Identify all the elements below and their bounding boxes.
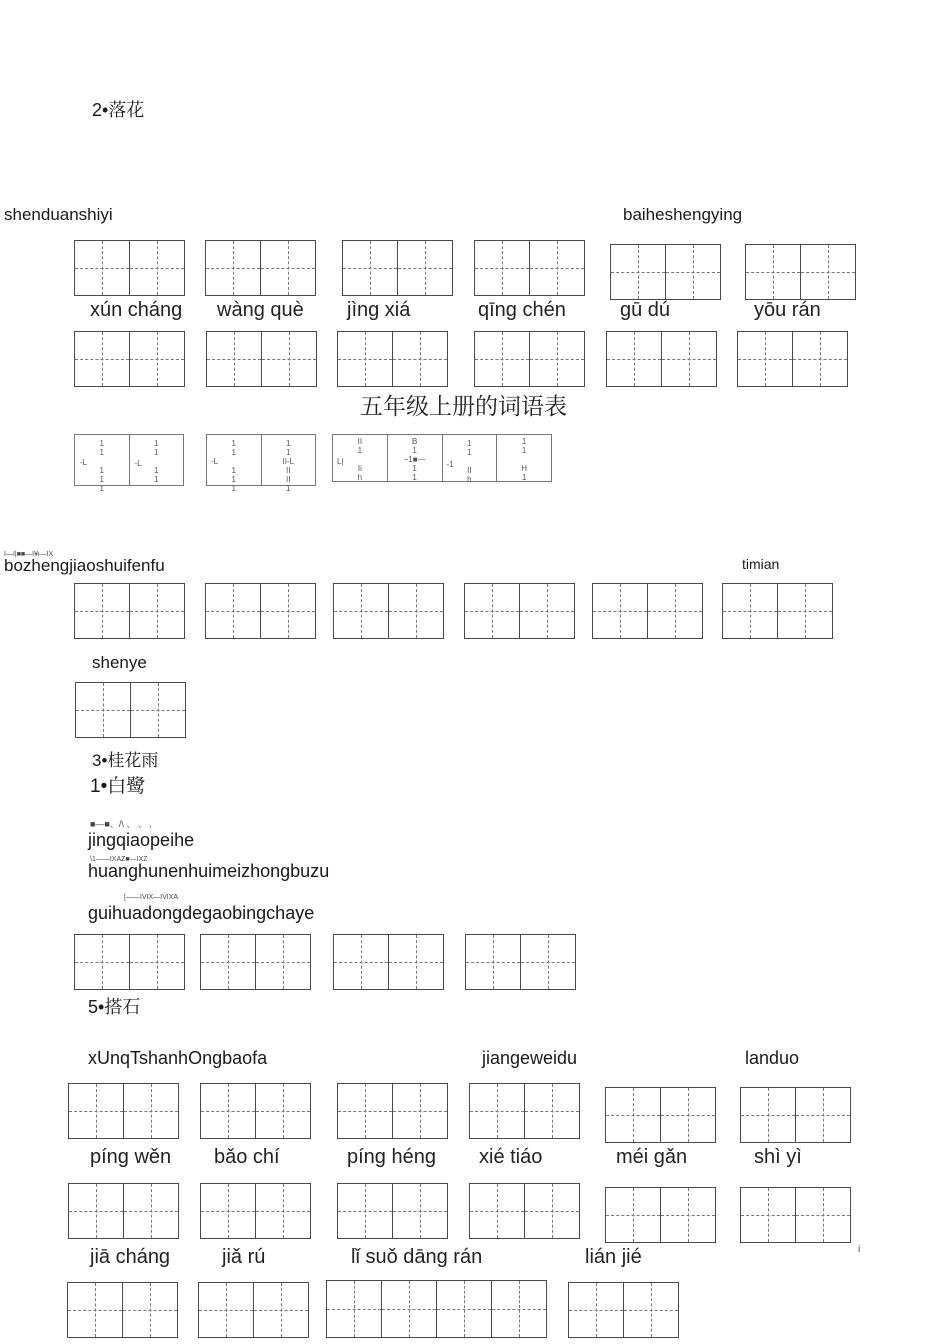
writing-box[interactable] xyxy=(74,240,185,296)
writing-box[interactable] xyxy=(68,1083,179,1139)
writing-box[interactable] xyxy=(605,1187,716,1243)
pinyin-label: jiǎ rú xyxy=(222,1246,266,1268)
writing-box[interactable] xyxy=(469,1083,580,1139)
writing-box[interactable] xyxy=(722,583,833,639)
writing-box[interactable] xyxy=(474,240,585,296)
writing-box[interactable] xyxy=(74,331,185,387)
writing-box[interactable] xyxy=(200,1183,311,1239)
fragment-text: 1 1 H 1 xyxy=(521,437,528,482)
writing-box[interactable] xyxy=(67,1282,178,1338)
pinyin-label: yōu rán xyxy=(754,299,821,321)
writing-box[interactable] xyxy=(740,1087,851,1143)
fragment-mark: -L xyxy=(80,458,88,467)
pinyin-landuo: landuo xyxy=(745,1048,800,1068)
writing-box[interactable] xyxy=(333,934,444,990)
writing-box[interactable] xyxy=(610,244,721,300)
pinyin-timian: timian xyxy=(742,556,780,572)
pinyin-jingqiao: jingqiaopeihe xyxy=(88,830,195,850)
scan-artifact: i xyxy=(858,1244,861,1255)
writing-box[interactable] xyxy=(200,934,311,990)
pinyin-huanghun: huanghunenhuimeizhongbuzu xyxy=(88,861,330,881)
fragment-box xyxy=(206,434,316,493)
pinyin-label: gū dú xyxy=(620,299,671,321)
writing-box[interactable] xyxy=(605,1087,716,1143)
fragment-text: B 1 −1■— 1 1 xyxy=(403,437,426,482)
writing-box[interactable] xyxy=(737,331,848,387)
writing-box[interactable] xyxy=(200,1083,311,1139)
writing-box[interactable] xyxy=(206,331,317,387)
writing-box[interactable] xyxy=(205,240,316,296)
fragment-text: 1 1 1 1 xyxy=(154,439,159,484)
writing-box[interactable] xyxy=(740,1187,851,1243)
writing-box[interactable] xyxy=(198,1282,309,1338)
pinyin-guihua: guihuadongdegaobingchaye xyxy=(88,903,315,923)
writing-box[interactable] xyxy=(74,583,185,639)
pinyin-shenye: shenye xyxy=(92,653,147,672)
writing-box[interactable] xyxy=(464,583,575,639)
section-heading-3: 3•桂花雨 xyxy=(92,751,159,770)
pinyin-shenduanshiyi: shenduanshiyi xyxy=(4,205,113,224)
pinyin-label: lǐ suǒ dāng rán xyxy=(351,1246,483,1268)
pinyin-label: xié tiáo xyxy=(479,1146,543,1168)
fragment-text: 1 1 II-L II II 1 xyxy=(282,439,295,493)
pinyin-label: bǎo chí xyxy=(214,1146,280,1168)
section-heading-5: 5•搭石 xyxy=(88,997,141,1017)
writing-box[interactable] xyxy=(465,934,576,990)
fragment-mark: -1 xyxy=(446,460,454,469)
pinyin-label: píng héng xyxy=(347,1146,436,1168)
pinyin-label: lián jié xyxy=(585,1246,642,1268)
pinyin-label: méi gǎn xyxy=(616,1146,688,1168)
writing-box[interactable] xyxy=(592,583,703,639)
section-heading-2: 2•落花 xyxy=(92,100,145,120)
fragment-text: 1 1 1 1 1 xyxy=(231,439,236,493)
pinyin-label: wàng què xyxy=(217,299,304,321)
writing-box[interactable] xyxy=(342,240,453,296)
page-title: 五年级上册的词语表 xyxy=(360,394,567,420)
writing-box[interactable] xyxy=(75,682,186,738)
fragment-mark: -L xyxy=(134,459,142,468)
scan-artifact: \1——IXAZ■—IXZ xyxy=(90,856,148,863)
writing-box[interactable] xyxy=(474,331,585,387)
pinyin-label: shì yì xyxy=(754,1146,802,1168)
fragment-text: 1 1 1 1 1 xyxy=(99,439,104,493)
pinyin-bozheng: bozhengjiaoshuifenfu xyxy=(4,556,165,575)
writing-box[interactable] xyxy=(337,1183,448,1239)
scan-artifact: ■—■、/\ 、 、 , xyxy=(90,819,152,829)
writing-box[interactable] xyxy=(745,244,856,300)
writing-box[interactable] xyxy=(333,583,444,639)
fragment-box xyxy=(332,434,552,482)
writing-box[interactable] xyxy=(469,1183,580,1239)
fragment-text: II 1 Ii h xyxy=(357,437,363,482)
pinyin-jiange: jiangeweidu xyxy=(482,1048,578,1068)
fragment-mark: -L xyxy=(211,457,219,466)
pinyin-baiheshengying: baiheshengying xyxy=(623,205,743,224)
pinyin-label: jìng xiá xyxy=(347,299,411,321)
pinyin-label: xún cháng xyxy=(90,299,183,321)
pinyin-label: jiā cháng xyxy=(90,1246,171,1268)
writing-box[interactable] xyxy=(74,934,185,990)
writing-box[interactable] xyxy=(568,1282,679,1338)
fragment-mark: L| xyxy=(337,457,344,466)
pinyin-label: píng wěn xyxy=(90,1146,172,1168)
scan-artifact: I—I|■■—I¥i—IX xyxy=(4,551,54,558)
scan-artifact: [——IVIX—IVIXA xyxy=(124,894,179,901)
writing-box[interactable] xyxy=(337,331,448,387)
writing-box[interactable] xyxy=(205,583,316,639)
fragment-box xyxy=(74,434,184,493)
pinyin-label: qīng chén xyxy=(478,299,566,321)
writing-box[interactable] xyxy=(68,1183,179,1239)
writing-box[interactable] xyxy=(337,1083,448,1139)
writing-box[interactable] xyxy=(606,331,717,387)
writing-box-four[interactable] xyxy=(326,1280,547,1338)
fragment-text: 1 1 II h xyxy=(467,439,472,484)
section-heading-1: 1•白鹭 xyxy=(90,776,146,797)
pinyin-xunqi: xUnqTshanhOngbaofa xyxy=(88,1048,268,1068)
